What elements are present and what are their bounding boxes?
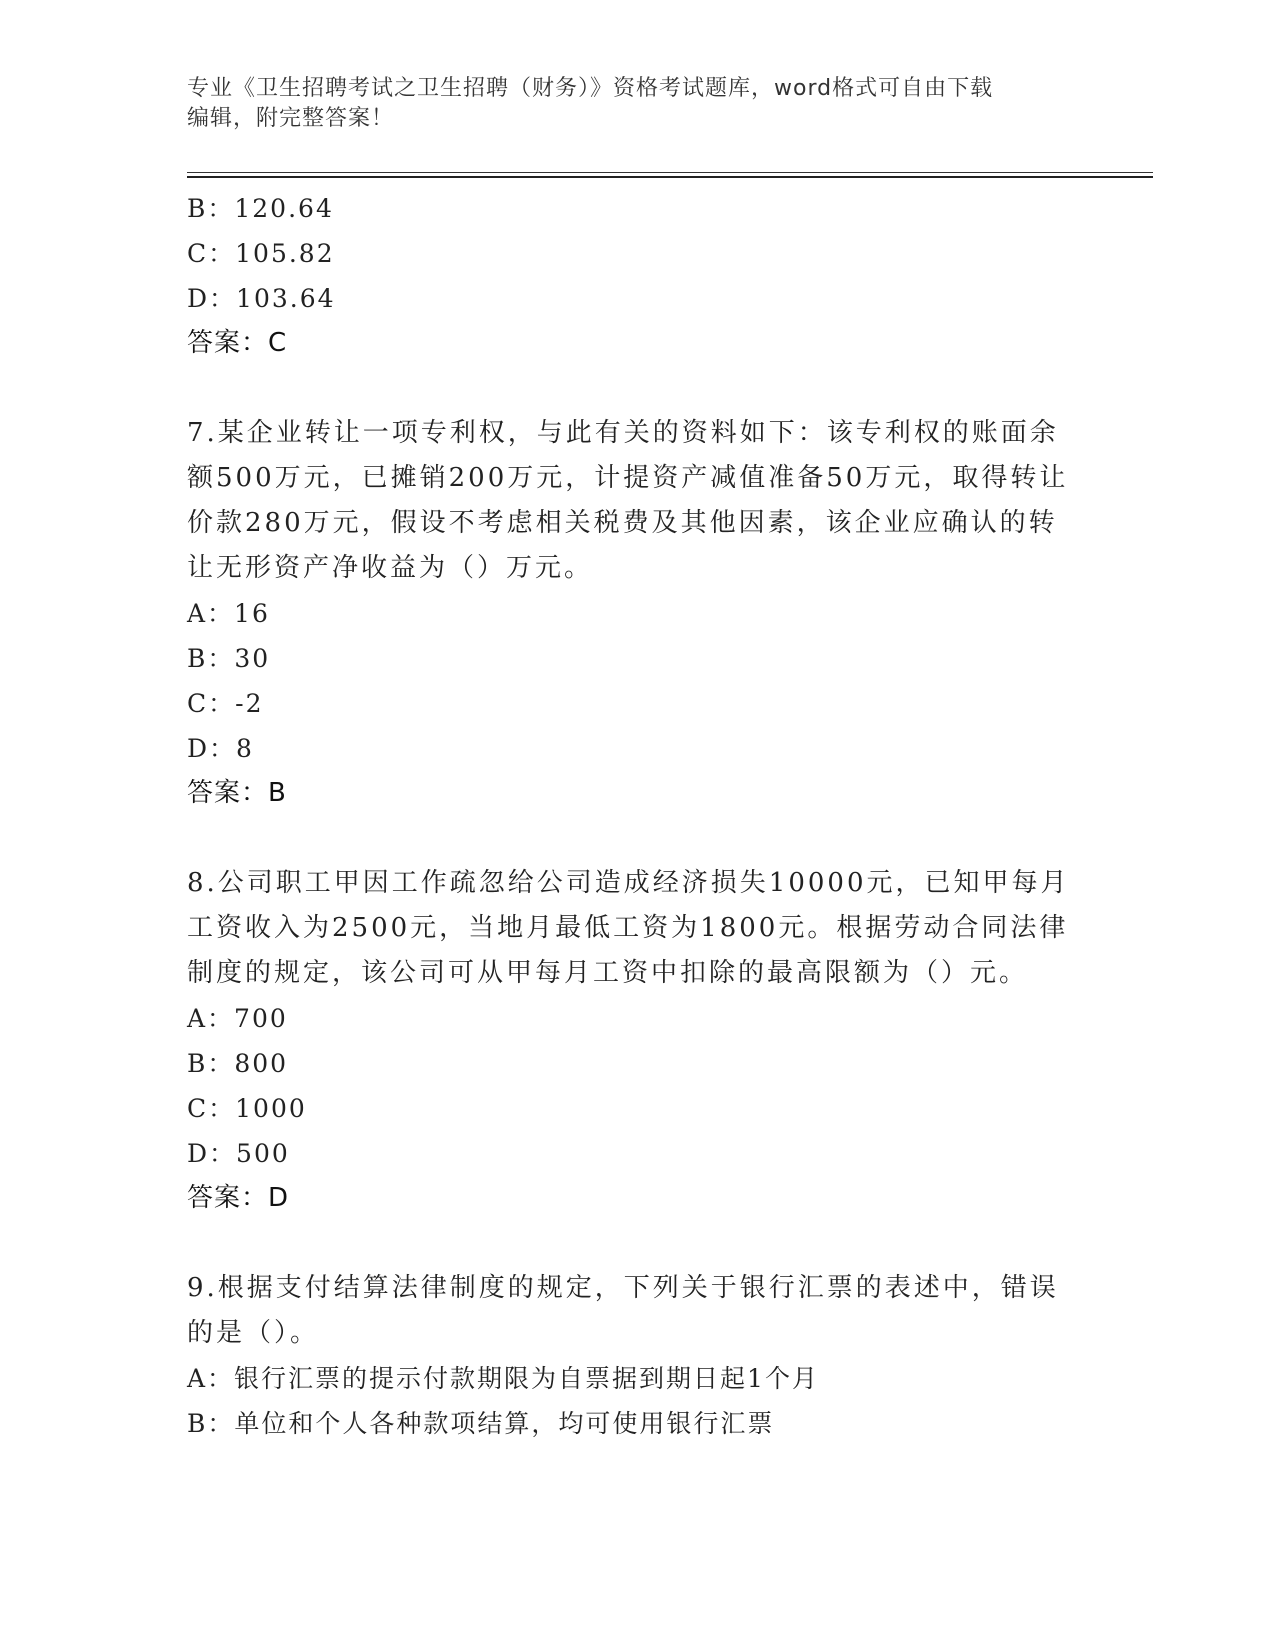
- question-stem-line: 价款280万元，假设不考虑相关税费及其他因素，该企业应确认的转: [187, 508, 1058, 538]
- option-d: D：8: [187, 734, 254, 763]
- question-stem-line: 制度的规定，该公司可从甲每月工资中扣除的最高限额为（）元。: [187, 958, 1029, 988]
- document-header: [187, 74, 1067, 134]
- option-a: A：16: [187, 599, 270, 628]
- question-9: [187, 1266, 1087, 1446]
- option-b: B：800: [187, 1049, 289, 1078]
- option-a: A：700: [187, 1004, 288, 1033]
- question-stem-line: 9.根据支付结算法律制度的规定，下列关于银行汇票的表述中，错误: [187, 1273, 1059, 1303]
- option-b: B：120.64: [187, 194, 334, 223]
- question-8: [187, 861, 1087, 1221]
- answer-line: 答案：C: [187, 328, 288, 358]
- option-c: C：105.82: [187, 239, 335, 268]
- header-divider-thick: [187, 176, 1153, 178]
- question-7: [187, 411, 1087, 816]
- option-d: D：500: [187, 1139, 290, 1168]
- document-body: [187, 186, 1087, 1446]
- question-stem-line: 工资收入为2500元，当地月最低工资为1800元。根据劳动合同法律: [187, 913, 1069, 943]
- option-b: B：30: [187, 644, 271, 673]
- option-a: A：银行汇票的提示付款期限为自票据到期日起1个月: [187, 1364, 819, 1393]
- option-c: C：1000: [187, 1094, 307, 1123]
- question-6-continued: [187, 186, 1087, 366]
- question-stem-line: 额500万元，已摊销200万元，计提资产减值准备50万元，取得转让: [187, 463, 1069, 493]
- header-line-2: 编辑，附完整答案！: [187, 106, 395, 131]
- option-c: C：-2: [187, 689, 264, 718]
- question-stem-line: 让无形资产净收益为（）万元。: [187, 553, 594, 583]
- header-divider-thin: [187, 172, 1153, 173]
- answer-line: 答案：D: [187, 1183, 290, 1213]
- option-d: D：103.64: [187, 284, 336, 313]
- header-line-1: 专业《卫生招聘考试之卫生招聘（财务）》资格考试题库，word格式可自由下载: [187, 76, 994, 101]
- option-b: B：单位和个人各种款项结算，均可使用银行汇票: [187, 1409, 775, 1438]
- answer-line: 答案：B: [187, 778, 287, 808]
- question-stem-line: 8.公司职工甲因工作疏忽给公司造成经济损失10000元，已知甲每月: [187, 868, 1070, 898]
- question-stem-line: 7.某企业转让一项专利权，与此有关的资料如下：该专利权的账面余: [187, 418, 1059, 448]
- question-stem-line: 的是（）。: [187, 1318, 320, 1348]
